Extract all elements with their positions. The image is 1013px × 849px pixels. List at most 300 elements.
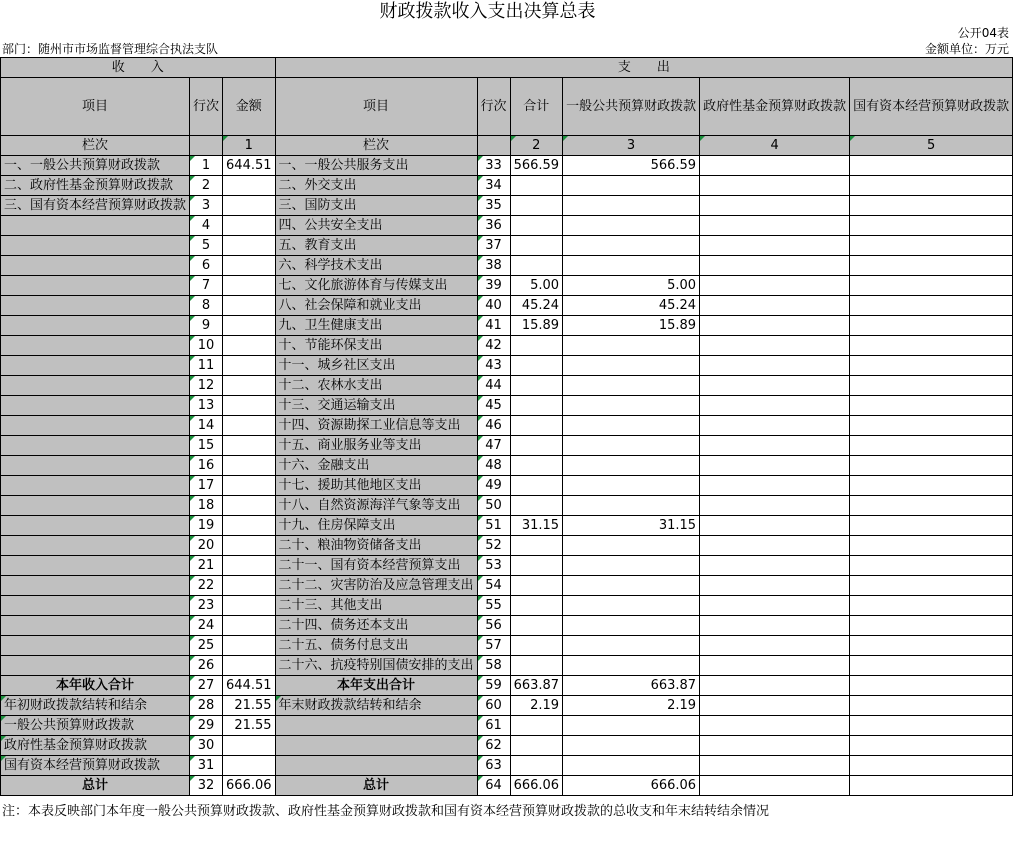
expense-total [510, 376, 563, 396]
c2-fund [700, 736, 850, 756]
expense-general [563, 336, 700, 356]
expense-row-no: 48 [477, 456, 510, 476]
expense-general: 5.00 [563, 276, 700, 296]
expense-general [563, 476, 700, 496]
expense-item: 二十三、其他支出 [275, 596, 477, 616]
c2-state [850, 736, 1013, 756]
carry-state-row [1, 756, 1013, 776]
c1-exp-blank [275, 716, 477, 736]
income-amount [223, 536, 276, 556]
expense-row-no: 57 [477, 636, 510, 656]
expense-fund [700, 316, 850, 336]
income-amount [223, 376, 276, 396]
expense-row-no: 36 [477, 216, 510, 236]
income-row-no: 9 [190, 316, 223, 336]
income-row-no: 11 [190, 356, 223, 376]
income-row-no: 4 [190, 216, 223, 236]
lanci-c2: 2 [510, 136, 563, 156]
expense-state [850, 636, 1013, 656]
income-amount [223, 456, 276, 476]
expense-total [510, 456, 563, 476]
expense-total [510, 176, 563, 196]
grand-amt: 666.06 [223, 776, 276, 796]
income-amount [223, 556, 276, 576]
expense-fund [700, 496, 850, 516]
expense-fund [700, 396, 850, 416]
expense-total: 5.00 [510, 276, 563, 296]
expense-state [850, 456, 1013, 476]
expense-fund [700, 616, 850, 636]
income-row-no: 10 [190, 336, 223, 356]
income-item [1, 556, 190, 576]
expense-row-no: 35 [477, 196, 510, 216]
expense-state [850, 356, 1013, 376]
income-amount [223, 196, 276, 216]
expense-item: 五、教育支出 [275, 236, 477, 256]
carry-no: 28 [190, 696, 223, 716]
end-label: 年末财政拨款结转和结余 [275, 696, 477, 716]
expense-fund [700, 476, 850, 496]
income-item [1, 476, 190, 496]
income-amount [223, 296, 276, 316]
inc-total-label: 本年收入合计 [1, 676, 190, 696]
income-amount [223, 216, 276, 236]
table-row [1, 196, 1013, 216]
body-rows [1, 156, 1013, 676]
grand-total-row [1, 776, 1013, 796]
grand-tot: 666.06 [510, 776, 563, 796]
income-amount [223, 276, 276, 296]
expense-item: 十八、自然资源海洋气象等支出 [275, 496, 477, 516]
expense-fund [700, 576, 850, 596]
income-amount [223, 396, 276, 416]
expense-state [850, 396, 1013, 416]
expense-row-no: 47 [477, 436, 510, 456]
c1-no: 29 [190, 716, 223, 736]
income-row-no: 8 [190, 296, 223, 316]
exp-total-gen: 663.87 [563, 676, 700, 696]
income-amount [223, 236, 276, 256]
income-row-no: 12 [190, 376, 223, 396]
expense-state [850, 596, 1013, 616]
expense-fund [700, 336, 850, 356]
expense-total [510, 336, 563, 356]
c3-no: 31 [190, 756, 223, 776]
income-row-no: 3 [190, 196, 223, 216]
c1-state [850, 716, 1013, 736]
exp-total-no: 59 [477, 676, 510, 696]
expense-row-no: 45 [477, 396, 510, 416]
table-row [1, 456, 1013, 476]
table-row [1, 536, 1013, 556]
expense-state [850, 576, 1013, 596]
expense-item: 十三、交通运输支出 [275, 396, 477, 416]
expense-row-no: 42 [477, 336, 510, 356]
expense-state [850, 156, 1013, 176]
c2-gen [563, 736, 700, 756]
table-row [1, 556, 1013, 576]
expense-item: 二十一、国有资本经营预算支出 [275, 556, 477, 576]
income-row-no: 26 [190, 656, 223, 676]
table-row [1, 216, 1013, 236]
expense-total [510, 556, 563, 576]
expense-general [563, 376, 700, 396]
expense-row-no: 33 [477, 156, 510, 176]
expense-row-no: 34 [477, 176, 510, 196]
expense-general: 45.24 [563, 296, 700, 316]
income-row-no: 14 [190, 416, 223, 436]
expense-fund [700, 356, 850, 376]
col-fund: 政府性基金预算财政拨款 [700, 78, 850, 136]
c1-label: 一般公共预算财政拨款 [1, 716, 190, 736]
income-row-no: 13 [190, 396, 223, 416]
expense-fund [700, 516, 850, 536]
expense-state [850, 436, 1013, 456]
expense-item: 十五、商业服务业等支出 [275, 436, 477, 456]
expense-state [850, 236, 1013, 256]
expense-general [563, 196, 700, 216]
inc-total-amt: 644.51 [223, 676, 276, 696]
income-amount [223, 596, 276, 616]
income-amount: 644.51 [223, 156, 276, 176]
income-amount [223, 356, 276, 376]
income-item [1, 396, 190, 416]
exp-total-fund [700, 676, 850, 696]
end-fund [700, 696, 850, 716]
income-row-no: 25 [190, 636, 223, 656]
lanci-label: 栏次 [1, 136, 190, 156]
expense-fund [700, 416, 850, 436]
expense-total [510, 196, 563, 216]
department-label: 部门：随州市市场监督管理综合执法支队 [2, 42, 219, 56]
expense-total [510, 416, 563, 436]
expense-row-no: 58 [477, 656, 510, 676]
income-amount [223, 516, 276, 536]
inc-total-no: 27 [190, 676, 223, 696]
expense-general [563, 436, 700, 456]
income-amount [223, 336, 276, 356]
expense-total [510, 616, 563, 636]
expense-total [510, 496, 563, 516]
grand-exp-label: 总计 [275, 776, 477, 796]
c3-gen [563, 756, 700, 776]
c2-exp-blank [275, 736, 477, 756]
expense-item: 十一、城乡社区支出 [275, 356, 477, 376]
income-row-no: 1 [190, 156, 223, 176]
income-amount [223, 576, 276, 596]
income-row-no: 6 [190, 256, 223, 276]
income-row-no: 15 [190, 436, 223, 456]
table-row [1, 636, 1013, 656]
expense-row-no: 41 [477, 316, 510, 336]
income-item: 一、一般公共预算财政拨款 [1, 156, 190, 176]
expense-row-no: 44 [477, 376, 510, 396]
table-row [1, 296, 1013, 316]
expense-item: 二十五、债务付息支出 [275, 636, 477, 656]
expense-row-no: 40 [477, 296, 510, 316]
summary-total-row [1, 676, 1013, 696]
income-item [1, 656, 190, 676]
income-row-no: 20 [190, 536, 223, 556]
income-row-no: 19 [190, 516, 223, 536]
expense-total: 15.89 [510, 316, 563, 336]
expense-total [510, 476, 563, 496]
income-amount [223, 636, 276, 656]
form-code: 公开04表 [957, 26, 1009, 40]
expense-fund [700, 276, 850, 296]
expense-total [510, 236, 563, 256]
c2-tot [510, 736, 563, 756]
expense-total: 45.24 [510, 296, 563, 316]
income-item [1, 416, 190, 436]
lanci-c5: 5 [850, 136, 1013, 156]
expense-general: 15.89 [563, 316, 700, 336]
expense-item: 十二、农林水支出 [275, 376, 477, 396]
expense-item: 十四、资源勘探工业信息等支出 [275, 416, 477, 436]
expense-state [850, 656, 1013, 676]
lanci-exp-label: 栏次 [275, 136, 477, 156]
col-exp-row-no: 行次 [477, 78, 510, 136]
expense-general [563, 176, 700, 196]
table-row [1, 616, 1013, 636]
expense-item: 六、科学技术支出 [275, 256, 477, 276]
expense-item: 十七、援助其他地区支出 [275, 476, 477, 496]
expense-total [510, 256, 563, 276]
income-row-no: 17 [190, 476, 223, 496]
c3-tot [510, 756, 563, 776]
table-row [1, 316, 1013, 336]
income-row-no: 16 [190, 456, 223, 476]
income-row-no: 7 [190, 276, 223, 296]
table-row [1, 336, 1013, 356]
expense-general [563, 236, 700, 256]
expense-fund [700, 236, 850, 256]
expense-row-no: 55 [477, 596, 510, 616]
expense-fund [700, 376, 850, 396]
expense-state [850, 296, 1013, 316]
income-amount [223, 416, 276, 436]
income-amount [223, 316, 276, 336]
expense-state [850, 536, 1013, 556]
expense-general [563, 576, 700, 596]
expense-general [563, 636, 700, 656]
income-amount [223, 436, 276, 456]
c3-label: 国有资本经营预算财政拨款 [1, 756, 190, 776]
table-row [1, 576, 1013, 596]
lanci-exp-blank [477, 136, 510, 156]
expense-total [510, 396, 563, 416]
grand-gen: 666.06 [563, 776, 700, 796]
expense-row-no: 39 [477, 276, 510, 296]
income-row-no: 23 [190, 596, 223, 616]
expense-fund [700, 156, 850, 176]
table-row [1, 416, 1013, 436]
expense-item: 三、国防支出 [275, 196, 477, 216]
expense-general [563, 356, 700, 376]
expense-fund [700, 256, 850, 276]
c1-gen [563, 716, 700, 736]
expense-total [510, 436, 563, 456]
expense-row-no: 49 [477, 476, 510, 496]
income-item [1, 296, 190, 316]
budget-table [0, 57, 1013, 796]
expense-fund [700, 196, 850, 216]
lanci-blank [190, 136, 223, 156]
table-row [1, 516, 1013, 536]
report-title: 财政拨款收入支出决算总表 [379, 1, 596, 22]
income-item: 三、国有资本经营预算财政拨款 [1, 196, 190, 216]
grand-no: 32 [190, 776, 223, 796]
c3-exp-blank [275, 756, 477, 776]
income-row-no: 21 [190, 556, 223, 576]
footnote: 注：本表反映部门本年度一般公共预算财政拨款、政府性基金预算财政拨款和国有资本经营预算财政拨款的总收支和年末结转结余情况 [2, 804, 770, 819]
expense-state [850, 496, 1013, 516]
expense-row-no: 53 [477, 556, 510, 576]
income-item [1, 236, 190, 256]
income-amount [223, 496, 276, 516]
expense-row-no: 43 [477, 356, 510, 376]
expense-general [563, 416, 700, 436]
expense-total [510, 576, 563, 596]
income-item [1, 456, 190, 476]
income-row-no: 24 [190, 616, 223, 636]
expense-item: 二十、粮油物资储备支出 [275, 536, 477, 556]
expense-fund [700, 556, 850, 576]
table-row [1, 656, 1013, 676]
income-item [1, 256, 190, 276]
expense-fund [700, 216, 850, 236]
expense-general [563, 256, 700, 276]
income-amount [223, 476, 276, 496]
expense-general [563, 396, 700, 416]
c1-tot [510, 716, 563, 736]
expense-row-no: 56 [477, 616, 510, 636]
carry-fund-row [1, 736, 1013, 756]
income-item [1, 536, 190, 556]
expense-item: 一、一般公共服务支出 [275, 156, 477, 176]
end-gen: 2.19 [563, 696, 700, 716]
expense-state [850, 256, 1013, 276]
income-item [1, 316, 190, 336]
col-exp-item: 项目 [275, 78, 477, 136]
expense-state [850, 476, 1013, 496]
section-header-row [1, 58, 1013, 78]
expense-header: 支 出 [275, 58, 1013, 78]
grand-label: 总计 [1, 776, 190, 796]
c1-amt: 21.55 [223, 716, 276, 736]
carry-row [1, 696, 1013, 716]
carry-label: 年初财政拨款结转和结余 [1, 696, 190, 716]
expense-fund [700, 436, 850, 456]
column-header-row [1, 78, 1013, 136]
c2-eno: 62 [477, 736, 510, 756]
c3-state [850, 756, 1013, 776]
table-row [1, 156, 1013, 176]
income-item [1, 216, 190, 236]
summary-rows [1, 676, 1013, 796]
col-item: 项目 [1, 78, 190, 136]
income-row-no: 22 [190, 576, 223, 596]
lanci-c4: 4 [700, 136, 850, 156]
carry-general-row [1, 716, 1013, 736]
table-row [1, 356, 1013, 376]
expense-state [850, 176, 1013, 196]
expense-total [510, 636, 563, 656]
expense-general [563, 556, 700, 576]
end-state [850, 696, 1013, 716]
income-item [1, 276, 190, 296]
expense-state [850, 316, 1013, 336]
expense-row-no: 38 [477, 256, 510, 276]
expense-item: 二十六、抗疫特别国债安排的支出 [275, 656, 477, 676]
c1-eno: 61 [477, 716, 510, 736]
income-item [1, 576, 190, 596]
expense-state [850, 556, 1013, 576]
end-no: 60 [477, 696, 510, 716]
col-general: 一般公共预算财政拨款 [563, 78, 700, 136]
expense-general [563, 616, 700, 636]
grand-state [850, 776, 1013, 796]
income-amount [223, 176, 276, 196]
expense-general: 566.59 [563, 156, 700, 176]
table-row [1, 476, 1013, 496]
income-item: 二、政府性基金预算财政拨款 [1, 176, 190, 196]
expense-state [850, 216, 1013, 236]
expense-total: 31.15 [510, 516, 563, 536]
income-item [1, 376, 190, 396]
expense-item: 七、文化旅游体育与传媒支出 [275, 276, 477, 296]
col-amount: 金额 [223, 78, 276, 136]
expense-general [563, 456, 700, 476]
expense-item: 十、节能环保支出 [275, 336, 477, 356]
lanci-c1: 1 [223, 136, 276, 156]
expense-fund [700, 176, 850, 196]
expense-state [850, 416, 1013, 436]
expense-total [510, 356, 563, 376]
exp-total-state [850, 676, 1013, 696]
table-row [1, 236, 1013, 256]
expense-fund [700, 296, 850, 316]
expense-total [510, 536, 563, 556]
income-amount [223, 616, 276, 636]
expense-general: 31.15 [563, 516, 700, 536]
grand-eno: 64 [477, 776, 510, 796]
expense-state [850, 376, 1013, 396]
expense-state [850, 616, 1013, 636]
expense-item: 十九、住房保障支出 [275, 516, 477, 536]
expense-general [563, 596, 700, 616]
expense-state [850, 196, 1013, 216]
income-item [1, 356, 190, 376]
table-row [1, 496, 1013, 516]
table-row [1, 396, 1013, 416]
income-row-no: 18 [190, 496, 223, 516]
income-row-no: 5 [190, 236, 223, 256]
expense-item: 二十四、债务还本支出 [275, 616, 477, 636]
expense-fund [700, 636, 850, 656]
expense-general [563, 496, 700, 516]
table-row [1, 276, 1013, 296]
c3-fund [700, 756, 850, 776]
expense-item: 四、公共安全支出 [275, 216, 477, 236]
exp-total-label: 本年支出合计 [275, 676, 477, 696]
table-row [1, 176, 1013, 196]
expense-row-no: 37 [477, 236, 510, 256]
lanci-c3: 3 [563, 136, 700, 156]
c3-amt [223, 756, 276, 776]
col-state: 国有资本经营预算财政拨款 [850, 78, 1013, 136]
unit-label: 金额单位：万元 [924, 42, 1009, 56]
